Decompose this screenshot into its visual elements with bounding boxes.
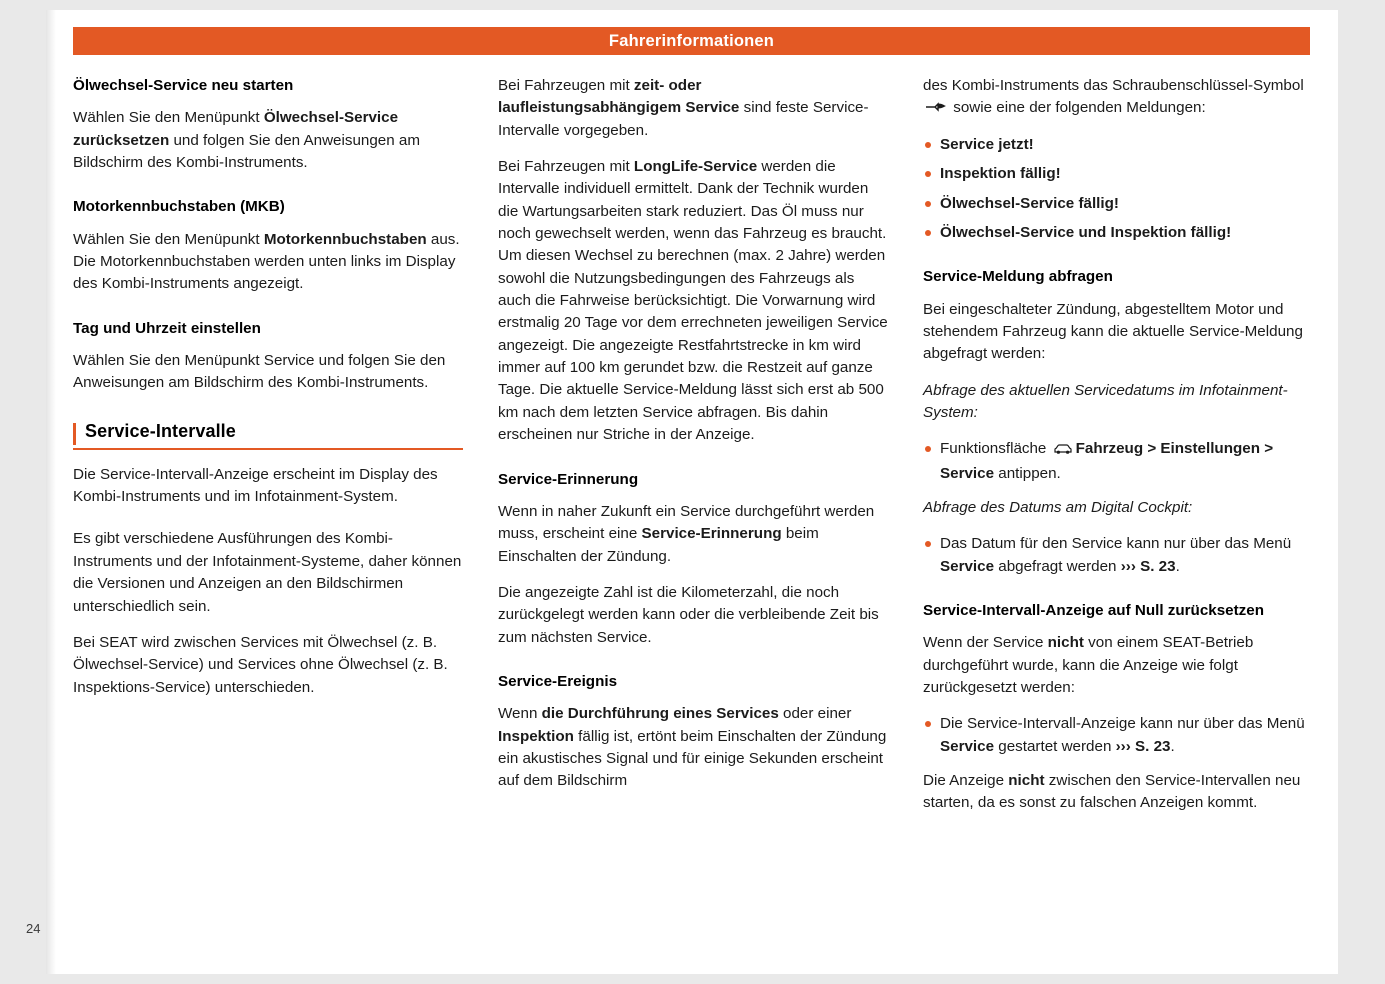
heading-motorkennbuchstaben: Motorkennbuchstaben (MKB) (73, 198, 285, 216)
list-service-meldungen (923, 134, 1313, 244)
heading-service-meldung-abfragen: Service-Meldung abfragen (923, 268, 1113, 286)
paragraph-service-ereignis (498, 703, 888, 792)
list-item: Ölwechsel-Service fällig! (923, 193, 1313, 215)
text-fragment-bold: Service-Erinnerung (641, 525, 782, 543)
text-fragment: . (1170, 737, 1175, 755)
text-fragment: Funktionsfläche (940, 440, 1051, 458)
paragraph-nicht-seat-betrieb (923, 632, 1313, 699)
section-title-text: Service-Intervalle (85, 420, 236, 441)
paragraph-ausfuehrungen: Es gibt verschiedene Ausführungen des Kombi-Instruments und der Infotainment-Systeme, daher können die Versionen und Anzeigen an den Bildschirmen unterschiedlich sein. (73, 530, 462, 615)
list-item (923, 713, 1313, 758)
text-fragment: antippen. (994, 464, 1061, 482)
text-fragment: von einem SEAT-Betrieb durchgeführt wurde, kann die Anzeige wie folgt zurückgesetzt werden: (923, 634, 1254, 697)
list-item (923, 438, 1313, 485)
paragraph-service-erinnerung (498, 501, 888, 568)
page-number: 24 (26, 921, 41, 936)
list-item: Inspektion fällig! (923, 163, 1313, 185)
text-fragment: des Kombi-Instruments das Schraubenschlüssel-Symbol (923, 77, 1304, 94)
paragraph-longlife-service (498, 156, 888, 446)
page-header-banner (73, 27, 1310, 55)
list-item: Service jetzt! (923, 134, 1313, 156)
column-left (73, 75, 463, 910)
paragraph-seat-services: Bei SEAT wird zwischen Services mit Ölwechsel (z. B. Ölwechsel-Service) und Services ohne Ölwechsel (z. B. Inspektions-Service) unterschieden. (73, 633, 448, 696)
heading-service-ereignis: Service-Ereignis (498, 672, 618, 690)
paragraph-angezeigte-zahl: Die angezeigte Zahl ist die Kilometerzahl, die noch zurückgelegt werden kann oder die verbleibende Zeit bis zum nächsten Service. (498, 583, 879, 646)
paragraph-abfrage-digital-cockpit: Abfrage des Datums am Digital Cockpit: (923, 499, 1193, 516)
paragraph-schraubenschluessel (923, 75, 1313, 120)
text-fragment-bold: Fahrzeug > Einstellungen > Service (940, 440, 1274, 482)
text-fragment: . (1175, 557, 1180, 575)
text-fragment: Wenn (498, 705, 542, 723)
heading-tag-und-uhrzeit: Tag und Uhrzeit einstellen (73, 319, 261, 337)
paragraph-oelwechsel-reset (73, 107, 463, 174)
list-item (923, 533, 1313, 578)
page-binding-shadow (46, 10, 56, 974)
paragraph-service-meldung-abfragen: Bei eingeschalteter Zündung, abgestelltem Motor und stehendem Fahrzeug kann die aktuelle Service-Meldung abgefragt werden: (923, 300, 1303, 363)
text-fragment-bold: Service (940, 737, 995, 755)
text-fragment-bold: nicht (1008, 772, 1045, 790)
text-fragment: Bei Fahrzeugen mit (498, 77, 634, 94)
heading-oelwechsel-service-neu-starten: Ölwechsel-Service neu starten (73, 77, 294, 94)
text-fragment: beim Einschalten der Zündung. (498, 525, 819, 565)
text-fragment: fällig ist, ertönt beim Einschalten der Zündung ein akustisches Signal und für einige Sekunden erscheint auf dem Bildschirm (498, 727, 887, 790)
page-header-title: Fahrerinformationen (608, 31, 775, 50)
paragraph-intervall-anzeige: Die Service-Intervall-Anzeige erscheint im Display des Kombi-Instruments und im Infotainment-System. (73, 465, 438, 506)
text-fragment: Die Service-Intervall-Anzeige kann nur über das Menü (940, 715, 1305, 733)
text-fragment: gestartet werden (994, 737, 1116, 755)
heading-service-erinnerung: Service-Erinnerung (498, 470, 639, 488)
text-fragment-bold: nicht (1047, 634, 1084, 652)
content-columns (73, 75, 1313, 910)
text-fragment: Wählen Sie den Menüpunkt (73, 230, 264, 248)
text-fragment-bold: die Durchführung eines Services (541, 705, 779, 723)
text-fragment: Wenn in naher Zukunft ein Service durchgeführt werden muss, erscheint eine (498, 502, 875, 543)
text-fragment: und folgen Sie den Anweisungen am Bildschirm des Kombi-Instruments. (73, 131, 421, 172)
paragraph-nicht-neu-starten (923, 770, 1313, 815)
column-right (923, 75, 1313, 910)
text-fragment: Die Anzeige (923, 772, 1009, 790)
list-reset-pfad (923, 713, 1313, 758)
text-fragment: zwischen den Service-Intervallen neu starten, da es sonst zu falschen Anzeigen kommt. (923, 772, 1301, 812)
text-fragment: Das Datum für den Service kann nur über das Menü (940, 535, 1292, 553)
cross-reference-link[interactable]: ››› S. 23 (1120, 557, 1176, 575)
wrench-icon (925, 97, 947, 119)
text-fragment: Bei Fahrzeugen mit (498, 158, 634, 176)
text-fragment-bold: LongLife-Service (633, 158, 758, 176)
text-fragment: Wenn der Service (923, 634, 1048, 652)
text-fragment-bold: zeit- oder laufleistungsabhängigem Service (498, 77, 740, 117)
list-item: Ölwechsel-Service und Inspektion fällig! (923, 222, 1313, 244)
text-fragment: sind feste Service-Intervalle vorgegeben. (498, 99, 869, 139)
text-fragment: oder einer (778, 705, 852, 723)
text-fragment: werden die Intervalle individuell ermittelt. Dank der Technik wurden die Wartungsarbeiten stark reduziert. Das Öl muss nur noch gewechselt werden, wenn das Fahrzeug es braucht. Um diesen Wechsel zu berechnen (max. 2 Jahre) werden sowohl die Nutzungsbedingungen des Fahrzeugs als auch die Fahrweise berücksichtigt. Die Vorwarnung wird erstmalig 20 Tage vor dem errechneten jeweiligen Service angezeigt. Die angezeigte Restfahrtstrecke in km wird immer auf 100 km gerundet bzw. die Restzeit auf ganze Tage. Die aktuelle Service-Meldung lässt sich erst ab 500 km nach dem letzten Service abfragen. Bis dahin erscheinen nur Striche in der Anzeige. (498, 158, 888, 444)
list-infotainment-pfad (923, 438, 1313, 485)
text-fragment: sowie eine der folgenden Meldungen: (949, 99, 1206, 117)
paragraph-tag-und-uhrzeit: Wählen Sie den Menüpunkt Service und folgen Sie den Anweisungen am Bildschirm des Kombi-Instruments. (73, 352, 446, 392)
column-middle (498, 75, 888, 910)
car-icon (1053, 440, 1073, 462)
text-fragment: abgefragt werden (994, 557, 1121, 575)
text-fragment: Wählen Sie den Menüpunkt (73, 109, 264, 127)
section-heading-service-intervalle (73, 421, 463, 450)
text-fragment-bold: Ölwechsel-Service zurücksetzen (73, 109, 399, 149)
text-fragment-bold: Service (940, 557, 995, 575)
list-digital-cockpit-pfad (923, 533, 1313, 578)
heading-anzeige-zuruecksetzen: Service-Intervall-Anzeige auf Null zurücksetzen (923, 602, 1264, 620)
text-fragment: aus. Die Motorkennbuchstaben werden unten links im Display des Kombi-Instruments angezeigt. (73, 230, 460, 293)
paragraph-abfrage-infotainment: Abfrage des aktuellen Servicedatums im Infotainment-System: (923, 381, 1288, 421)
text-fragment-bold: Motorkennbuchstaben (263, 230, 427, 248)
paragraph-motorkennbuchstaben (73, 229, 463, 296)
text-fragment-bold: Inspektion (498, 727, 574, 745)
cross-reference-link[interactable]: ››› S. 23 (1115, 737, 1171, 755)
paragraph-feste-intervalle (498, 75, 888, 142)
